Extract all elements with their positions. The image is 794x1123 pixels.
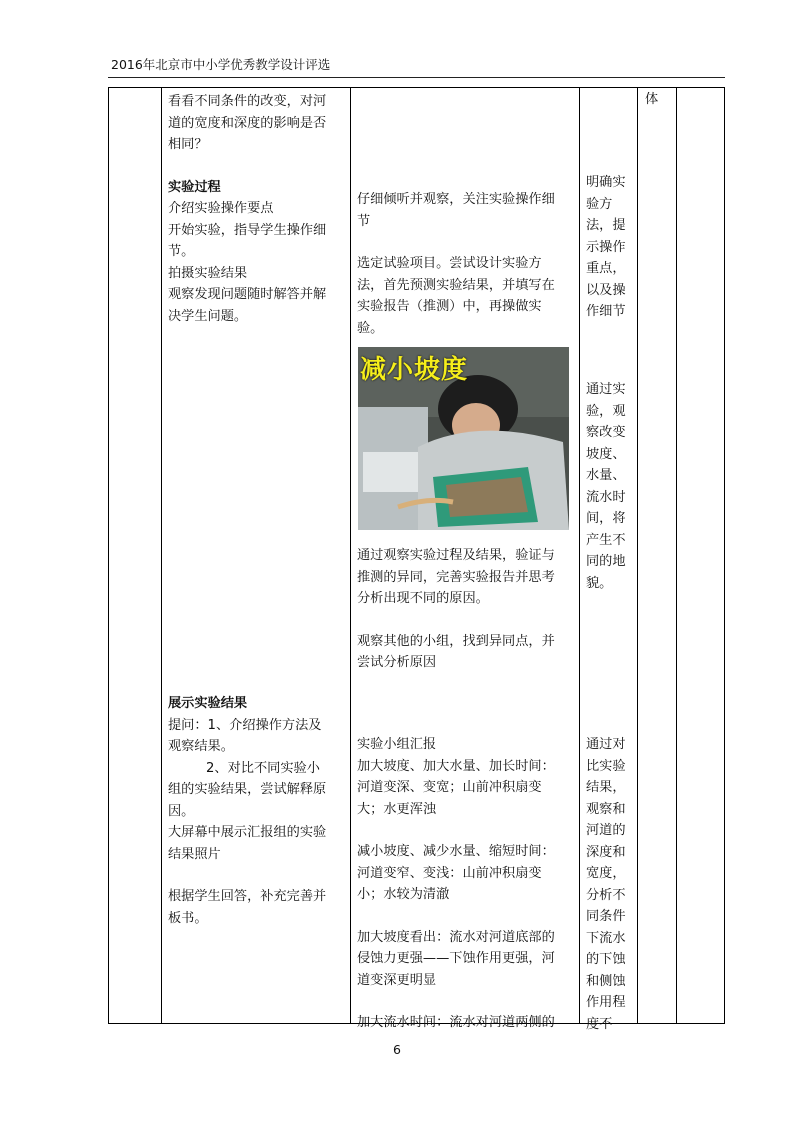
text-line: 同的地 — [586, 554, 626, 569]
text-line: 作用程 — [586, 995, 626, 1010]
text-line: 通过观察实验过程及结果，验证与 — [357, 548, 555, 563]
text-line: 看看不同条件的改变，对河 — [168, 94, 327, 109]
text-line: 河道变深、变宽；山前冲积扇变 — [357, 780, 542, 795]
student-activity-cell-bottom — [357, 734, 577, 1034]
student-activity-cell-mid — [357, 545, 577, 674]
text-line: 观察和 — [586, 801, 626, 817]
photo-caption: 减小坡度 — [360, 355, 469, 385]
text-line: 作细节 — [586, 304, 626, 319]
text-line: 流水时 — [586, 489, 626, 505]
text-line: 法，提 — [586, 218, 626, 233]
text-line: 结果， — [586, 780, 626, 795]
text-line: 度不 — [586, 1016, 613, 1032]
text-line: 实验报告（推测）中，再操做实 — [357, 299, 542, 314]
text-line: 提问：1、介绍操作方法及 — [168, 717, 322, 733]
text-line: 间，将 — [586, 511, 626, 526]
text-line: 分析不 — [586, 887, 626, 903]
text-line: 介绍实验操作要点 — [168, 201, 274, 216]
text-line: 验。 — [357, 320, 384, 336]
text-line: 大；水更浑浊 — [357, 801, 437, 817]
column-divider — [676, 88, 677, 1023]
text-line: 坡度、 — [586, 446, 626, 462]
text-line: 水量、 — [586, 468, 626, 483]
text-line: 小；水较为清澈 — [357, 887, 450, 902]
text-line: 拍摄实验结果 — [168, 265, 248, 281]
text-line: 法，首先预测实验结果，并填写在 — [357, 277, 555, 293]
text-line: 节 — [357, 213, 371, 229]
text-line: 2、对比不同实验小 — [206, 760, 320, 776]
column-divider — [350, 88, 351, 1023]
text-line: 明确实 — [586, 175, 626, 190]
text-line: 开始实验，指导学生操作细 — [168, 222, 327, 238]
teacher-show-cell — [168, 693, 346, 929]
lesson-table — [108, 87, 725, 1032]
text-line: 板书。 — [168, 910, 208, 926]
purpose-cell-mid — [586, 379, 636, 594]
text-line: 根据学生回答，补充完善并 — [168, 889, 327, 904]
text-line: 和侧蚀 — [586, 973, 626, 989]
text-line: 同条件 — [586, 909, 626, 924]
purpose-cell-top — [586, 172, 636, 323]
show-heading: 展示实验结果 — [168, 696, 248, 711]
experiment-photo — [358, 347, 569, 530]
text-line: 结果照片 — [168, 846, 221, 862]
text-line: 决学生问题。 — [168, 308, 248, 324]
text-line: 的下蚀 — [586, 952, 626, 967]
process-text — [168, 198, 346, 327]
text-line: 道变深更明显 — [357, 972, 437, 988]
purpose-cell-bottom — [586, 734, 636, 1035]
text-line: 验方 — [586, 196, 613, 212]
text-line: 宽度， — [586, 866, 626, 881]
text-line: 仔细倾听并观察，关注实验操作细 — [357, 192, 555, 207]
text-line: 比实验 — [586, 758, 626, 774]
text-line: 因。 — [168, 803, 195, 819]
text-line: 推测的异同，完善实验报告并思考 — [357, 569, 555, 585]
text-line: 河道变窄、变浅：山前冲积扇变 — [357, 865, 542, 881]
text-line: 大屏幕中展示汇报组的实验 — [168, 825, 327, 840]
intro-text — [168, 91, 346, 156]
page-number: 6 — [393, 1042, 401, 1057]
text-line: 加大流水时间：流水对河道两侧的 — [357, 1015, 555, 1030]
text-line: 减小坡度、减少水量、缩短时间： — [357, 844, 555, 859]
text-line: 河道的 — [586, 823, 626, 838]
text-line: 观察结果。 — [168, 739, 234, 754]
text-line: 实验小组汇报 — [357, 737, 437, 752]
text-line: 加大坡度看出：流水对河道底部的 — [357, 929, 555, 945]
text-line: 相同？ — [168, 137, 208, 152]
text-line: 节。 — [168, 244, 195, 259]
text-line: 以及操 — [586, 282, 626, 298]
text-line: 选定试验项目。尝试设计实验方 — [357, 256, 542, 271]
col5-cell: 体 — [645, 92, 659, 107]
text-line: 尝试分析原因 — [357, 655, 437, 670]
text-line: 分析出现不同的原因。 — [357, 591, 489, 606]
text-line: 观察其他的小组，找到异同点，并 — [357, 633, 555, 649]
student-activity-cell-top — [357, 189, 577, 339]
text-line: 加大坡度、加大水量、加长时间： — [357, 758, 555, 774]
column-divider — [637, 88, 638, 1023]
process-heading: 实验过程 — [168, 179, 221, 195]
teacher-activity-cell — [168, 91, 346, 327]
text-line: 通过对 — [586, 737, 626, 752]
header-rule — [108, 77, 725, 78]
text-line: 下流水 — [586, 930, 626, 946]
text-line: 验，观 — [586, 403, 626, 419]
text-line: 深度和 — [586, 844, 626, 860]
text-line: 组的实验结果，尝试解释原 — [168, 782, 327, 797]
text-line: 道的宽度和深度的影响是否 — [168, 115, 327, 131]
text-line: 产生不 — [586, 532, 626, 548]
text-line: 重点， — [586, 261, 626, 276]
page-header: 2016年北京市中小学优秀教学设计评选 — [111, 57, 331, 72]
column-divider — [579, 88, 580, 1023]
column-divider — [161, 88, 162, 1023]
text-line: 侵蚀力更强——下蚀作用更强，河 — [357, 951, 555, 966]
text-line: 貌。 — [586, 575, 613, 591]
text-line: 察改变 — [586, 425, 626, 440]
text-line: 通过实 — [586, 382, 626, 397]
text-line: 示操作 — [586, 239, 626, 255]
text-line: 观察发现问题随时解答并解 — [168, 287, 327, 302]
